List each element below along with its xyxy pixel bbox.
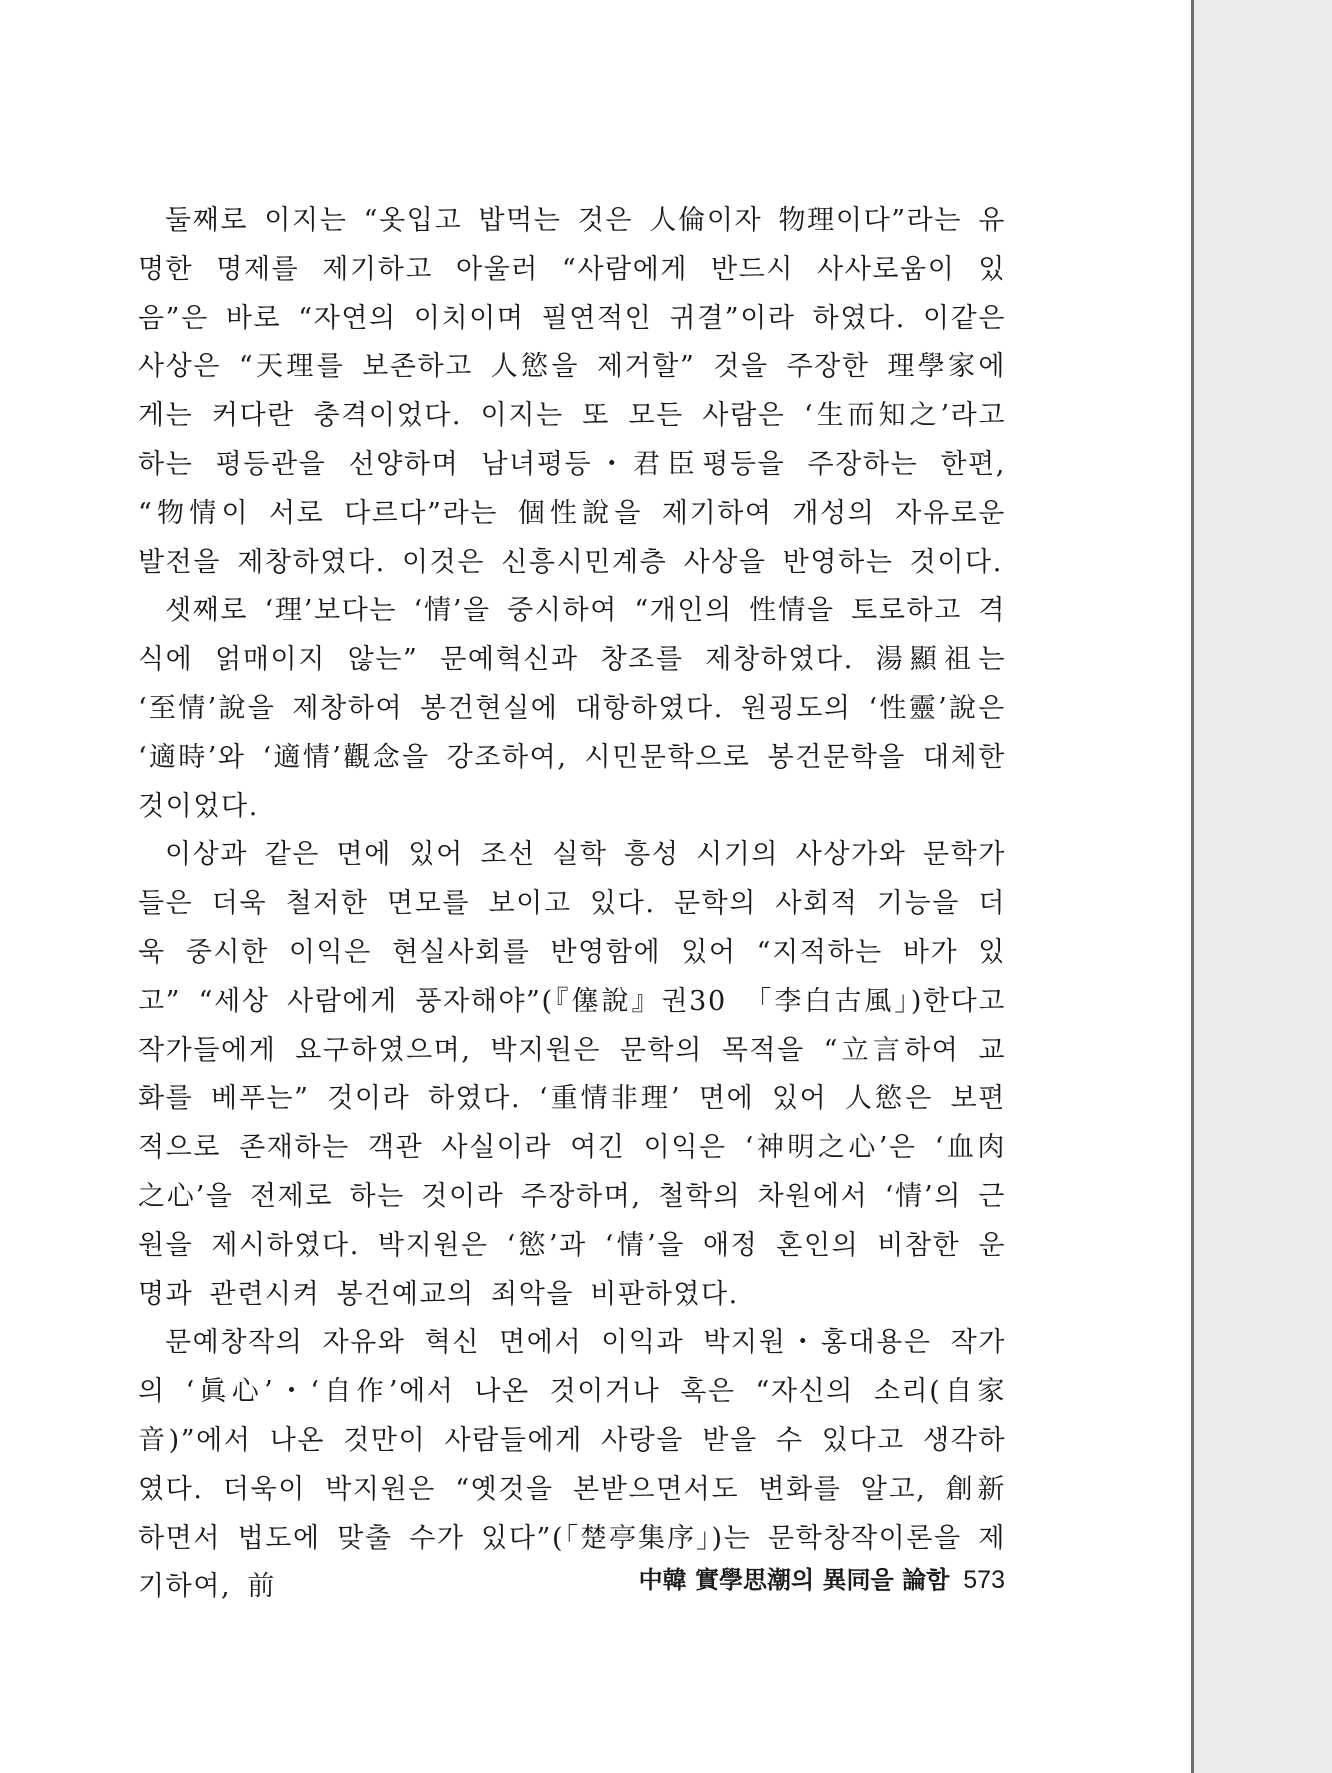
- page-number: 573: [963, 1566, 1005, 1594]
- running-title: 中韓 實學思潮의 異同을 論함: [638, 1565, 950, 1594]
- body-text: [138, 197, 1006, 1612]
- paragraph-1: 둘째로 이지는 “옷입고 밥먹는 것은 人倫이자 物理이다”라는 유명한 명제를 제기하고 아울러 “사람에게 반드시 사사로움이 있음”은 바로 “자연의 이치이며 필연적인 귀결”이라 하였다. 이같은 사상은 “天理를 보존하고 人慾을 제거할” 것을 주장한 理學家에게는 커다란 충격이었다. 이지는 또 모든 사람은 ‘生而知之’라고 하는 평등관을 선양하며 남녀평등・君臣평등을 주장하는 한편, “物情이 서로 다르다”라는 個性說을 제기하여 개성의 자유로운 발전을 제창하였다. 이것은 신흥시민계층 사상을 반영하는 것이다.: [138, 205, 1006, 578]
- paragraph-2: 셋째로 ‘理’보다는 ‘情’을 중시하여 “개인의 性情을 토로하고 격식에 얽매이지 않는” 문예혁신과 창조를 제창하였다. 湯顯祖는 ‘至情’說을 제창하여 봉건현실에 대항하였다. 원굉도의 ‘性靈’說은 ‘適時’와 ‘適情’觀念을 강조하여, 시민문학으로 봉건문학을 대체한 것이었다.: [138, 595, 1006, 822]
- paragraph-4: 문예창작의 자유와 혁신 면에서 이익과 박지원・홍대용은 작가의 ‘眞心’・‘自作’에서 나온 것이거나 혹은 “자신의 소리(自家音)”에서 나온 것만이 사람들에게 사랑을 받을 수 있다고 생각하였다. 더욱이 박지원은 “옛것을 본받으면서도 변화를 알고, 創新하면서 법도에 맞출 수가 있다”(「楚亭集序」)는 문학창작이론을 제기하여, 前: [138, 1327, 1006, 1603]
- paragraph-3: 이상과 같은 면에 있어 조선 실학 흥성 시기의 사상가와 문학가들은 더욱 철저한 면모를 보이고 있다. 문학의 사회적 기능을 더욱 중시한 이익은 현실사회를 반영함에 있어 “지적하는 바가 있고” “세상 사람에게 풍자해야”(『僿說』권30 「李白古風」)한다고 작가들에게 요구하였으며, 박지원은 문학의 목적을 “立言하여 교화를 베푸는” 것이라 하였다. ‘重情非理’ 면에 있어 人慾은 보편적으로 존재하는 객관 사실이라 여긴 이익은 ‘神明之心’은 ‘血肉之心’을 전제로 하는 것이라 주장하며, 철학의 차원에서 ‘情’의 근원을 제시하였다. 박지원은 ‘慾’과 ‘情’을 애정 혼인의 비참한 운명과 관련시켜 봉건예교의 죄악을 비판하였다.: [138, 839, 1006, 1310]
- page-footer: [639, 1560, 1005, 1595]
